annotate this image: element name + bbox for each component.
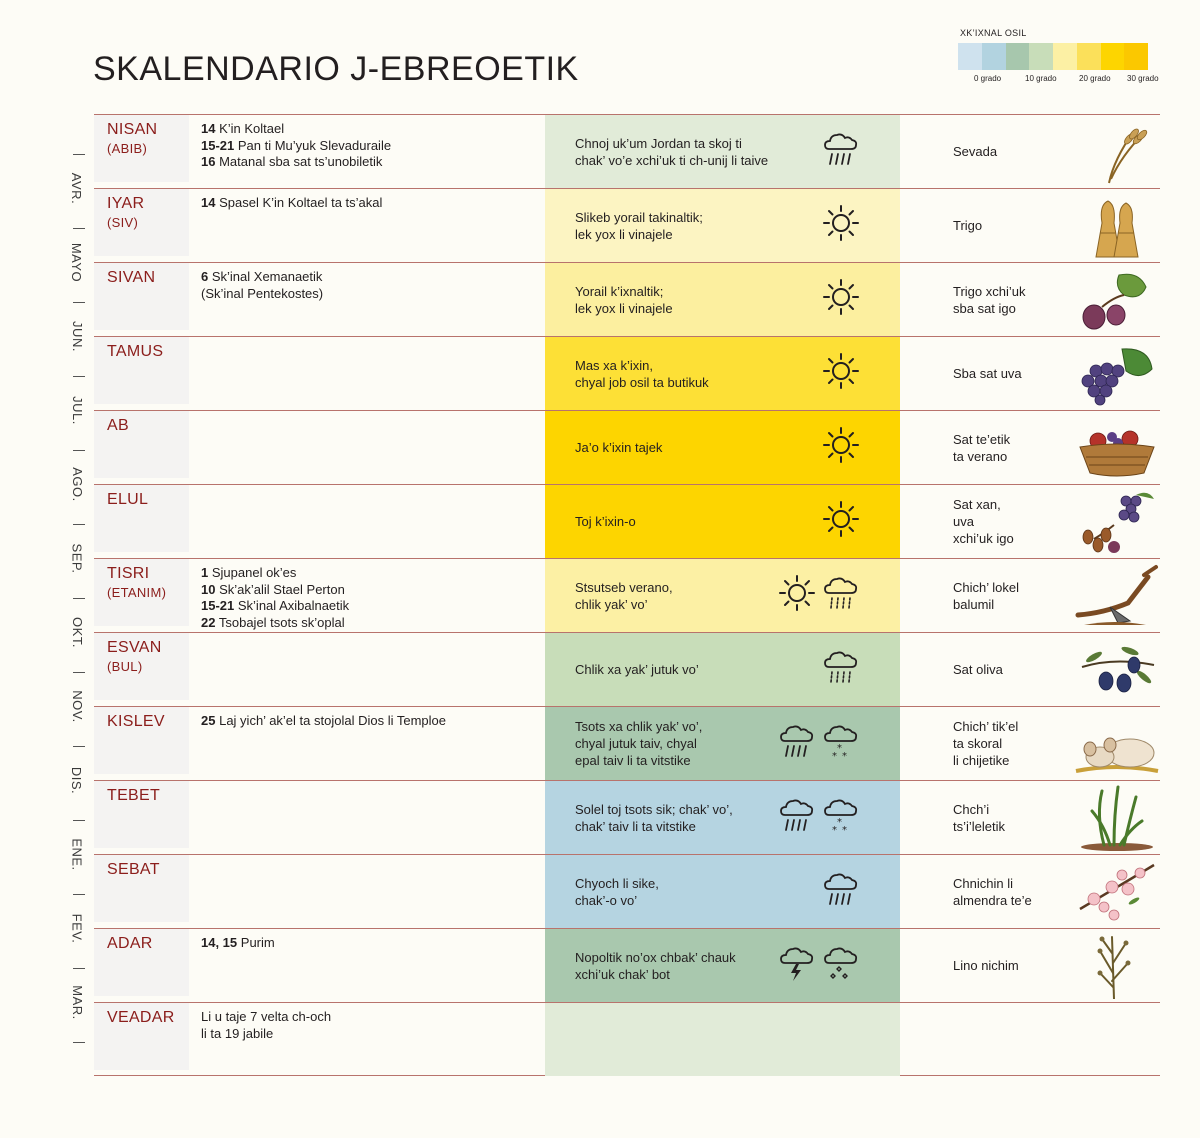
crop-description	[953, 1003, 1083, 1076]
festival-item	[201, 121, 541, 138]
festival-list	[201, 195, 541, 212]
festival-name: Purim	[240, 935, 275, 950]
legend-swatch	[1124, 43, 1148, 70]
month-divider-tick	[73, 450, 85, 451]
calendar-row	[94, 114, 1160, 188]
month-divider-tick	[73, 1042, 85, 1043]
calendar-row	[94, 854, 1160, 928]
crop-description: Trigo	[953, 218, 983, 233]
festival-name: Sjupanel ok’es	[211, 565, 297, 580]
gregorian-month-label	[62, 225, 92, 299]
gregorian-month-text: AGO.	[69, 466, 85, 502]
hebrew-month-cell	[94, 1003, 189, 1070]
crop-description: Trigo xchi’uk sba sat igo	[953, 283, 1026, 316]
hebrew-month-cell	[94, 411, 189, 478]
festival-name: Laj yich’ ak’el ta stojolal Dios li Temploe	[219, 713, 446, 728]
weather-icons	[822, 189, 860, 262]
rain-cloud-icon	[822, 129, 860, 174]
sun-icon	[822, 204, 860, 247]
month-divider-tick	[73, 302, 85, 303]
svg-text:*: *	[837, 743, 842, 754]
legend-swatch	[1053, 43, 1077, 70]
festival-name: Sk’inal Axibalnaetik	[237, 598, 350, 613]
page-title: SKALENDARIO J-EBREOETIK	[93, 50, 579, 88]
drizzle-cloud-icon	[822, 573, 860, 618]
storm-cloud-icon	[778, 943, 816, 988]
snow-cloud-icon	[822, 721, 860, 766]
gregorian-month-text: SEP.	[69, 543, 85, 573]
hebrew-month-cell	[94, 633, 189, 700]
sun-icon	[778, 574, 816, 617]
legend-title: XK’IXNAL OSIL	[960, 28, 1027, 38]
gregorian-month-text: MAR.	[69, 984, 85, 1020]
gregorian-month-text: ENE.	[69, 837, 85, 871]
gregorian-month-text: MAYO	[69, 242, 85, 282]
month-divider-tick	[73, 598, 85, 599]
hebrew-month-alt-name: (ABIB)	[107, 141, 148, 156]
festival-date: 15-21	[201, 598, 235, 613]
legend-swatch	[982, 43, 1006, 70]
weather-icons	[822, 485, 860, 558]
festival-date: 10	[201, 581, 216, 597]
weather-description: Tsots xa chlik yak’ vo’, chyal jutuk taiv, chyal epal taiv li ta vitstike	[575, 719, 703, 768]
festival-list	[201, 121, 541, 171]
festival-name: K’in Koltael	[219, 121, 285, 136]
hebrew-month-name: ELUL	[107, 491, 149, 508]
rain-cloud-icon	[822, 869, 860, 914]
festival-date: 25	[201, 713, 216, 728]
hebrew-month-cell	[94, 485, 189, 552]
crop-description: Lino nichim	[953, 958, 1019, 973]
festival-list	[201, 713, 541, 730]
hebrew-month-name: ADAR	[107, 935, 153, 952]
festival-name: Sk’inal Xemanaetik	[211, 269, 323, 284]
weather-cell	[545, 263, 900, 336]
crop-description: Chich’ tik’el ta skoral li chijetike	[953, 719, 1019, 768]
rain-cloud-icon	[778, 795, 816, 840]
calendar-row	[94, 706, 1160, 780]
month-divider-tick	[73, 672, 85, 673]
weather-cell	[545, 929, 900, 1002]
gregorian-month-label	[62, 669, 92, 743]
weather-description: Toj k’ixin-o	[575, 514, 636, 529]
legend-label: 20 grado	[1079, 74, 1111, 83]
festival-list	[201, 1009, 541, 1042]
hebrew-month-cell	[94, 929, 189, 996]
calendar-row	[94, 484, 1160, 558]
legend-color-bar	[958, 43, 1148, 70]
hebrew-month-cell	[94, 115, 189, 182]
snow-cloud-icon	[822, 795, 860, 840]
barley-icon	[1074, 119, 1160, 185]
festival-item	[201, 598, 541, 615]
festival-name: Sk’ak’alil Stael Perton	[219, 581, 345, 597]
calendar-row	[94, 928, 1160, 1002]
calendar-row	[94, 780, 1160, 854]
gregorian-month-label	[62, 447, 92, 521]
gregorian-month-label	[62, 521, 92, 595]
festival-name: Pan ti Mu’yuk Slevaduraile	[237, 137, 392, 153]
month-divider-tick	[73, 228, 85, 229]
hebrew-month-cell	[94, 707, 189, 774]
crop-description: Sat oliva	[953, 662, 1003, 677]
weather-cell	[545, 781, 900, 854]
hebrew-month-name: KISLEV	[107, 713, 165, 730]
gregorian-month-column	[62, 114, 92, 1080]
gregorian-month-label	[62, 891, 92, 965]
sun-icon	[822, 352, 860, 395]
calendar-row	[94, 1002, 1160, 1076]
weather-description: Nopoltik no’ox chbak’ chauk xchi’uk chak’ bot	[575, 949, 736, 982]
hebrew-month-name: TEBET	[107, 787, 161, 804]
gregorian-month-text: AVR.	[69, 172, 85, 204]
festival-item	[201, 154, 541, 171]
hebrew-month-name: NISAN	[107, 121, 158, 138]
festival-item	[201, 615, 541, 632]
gregorian-month-text: JUL.	[69, 395, 85, 425]
gregorian-month-label	[62, 595, 92, 669]
crop-description: Sat te’etik ta verano	[953, 431, 1011, 464]
calendar-row	[94, 336, 1160, 410]
festival-date: 14	[201, 121, 216, 136]
gregorian-month-text: OKT.	[69, 616, 85, 648]
weather-icons	[778, 929, 860, 1002]
festival-name: Tsobajel tsots sk’oplal	[218, 614, 345, 630]
hail-cloud-icon	[822, 943, 860, 988]
hebrew-month-name: SEBAT	[107, 861, 160, 878]
weather-cell	[545, 485, 900, 558]
weather-cell	[545, 337, 900, 410]
hebrew-month-name: ESVAN	[107, 639, 162, 656]
weather-description: Yorail k’ixnaltik; lek yox li vinajele	[575, 283, 673, 316]
festival-list	[201, 269, 541, 302]
hebrew-month-alt-name: (BUL)	[107, 659, 143, 674]
gregorian-month-label	[62, 817, 92, 891]
hebrew-month-cell	[94, 263, 189, 330]
festival-date: 14, 15	[201, 935, 238, 950]
sheep-icon	[1074, 711, 1160, 777]
crop-description: Chch’i ts’i’leletik	[953, 801, 1006, 834]
fig-icon	[1074, 267, 1160, 333]
legend-label: 0 grado	[974, 74, 1002, 83]
weather-description	[575, 1003, 795, 1076]
festival-name: (Sk’inal Pentekostes)	[201, 285, 324, 301]
festival-date: 6	[201, 269, 209, 284]
festival-date: 16	[201, 154, 216, 169]
svg-text:*: *	[837, 817, 842, 828]
weather-cell	[545, 855, 900, 928]
weather-description: Mas xa k’ixin, chyal job osil ta butikuk	[575, 357, 709, 390]
wheat-sheaf-icon	[1074, 193, 1160, 259]
fruit-basket-icon	[1074, 415, 1160, 481]
rain-cloud-icon	[778, 721, 816, 766]
month-divider-tick	[73, 820, 85, 821]
festival-item	[201, 565, 541, 582]
weather-cell	[545, 1003, 900, 1076]
crop-description: Sba sat uva	[953, 366, 1022, 381]
hebrew-month-cell	[94, 189, 189, 256]
festival-name: Spasel K’in Koltael ta ts’akal	[219, 195, 383, 210]
sprouts-icon	[1074, 785, 1160, 851]
gregorian-month-text: JUN.	[69, 320, 85, 352]
weather-description: Slikeb yorail takinaltik; lek yox li vinajele	[575, 209, 703, 242]
weather-cell	[545, 115, 900, 188]
weather-description: Chnoj uk’um Jordan ta skoj ti chak’ vo’e xchi’uk ti ch-unij li taive	[575, 135, 769, 168]
calendar-table	[94, 114, 1160, 1076]
festival-list	[201, 565, 541, 631]
weather-icons	[822, 263, 860, 336]
gregorian-month-label	[62, 299, 92, 373]
gregorian-month-text: NOV.	[69, 689, 85, 723]
hebrew-month-name: SIVAN	[107, 269, 156, 286]
month-divider-tick	[73, 968, 85, 969]
month-divider-tick	[73, 376, 85, 377]
svg-text:*: *	[832, 825, 837, 835]
weather-icons	[778, 781, 860, 854]
gregorian-month-text: DIS.	[69, 766, 85, 794]
plow-icon	[1074, 563, 1160, 629]
weather-icons	[822, 855, 860, 928]
svg-text:*: *	[832, 751, 837, 761]
festival-name: Li u taje 7 velta ch-och	[201, 1009, 332, 1024]
weather-cell	[545, 411, 900, 484]
weather-description: Chyoch li sike, chak’-o vo’	[575, 875, 659, 908]
weather-cell	[545, 559, 900, 632]
legend-swatch	[1029, 43, 1053, 70]
weather-icons	[822, 115, 860, 188]
month-divider-tick	[73, 894, 85, 895]
crop-description: Chnichin li almendra te’e	[953, 875, 1032, 908]
svg-text:*: *	[842, 825, 847, 835]
festival-date: 14	[201, 195, 216, 210]
hebrew-month-name: TISRI	[107, 565, 150, 582]
weather-icons	[822, 633, 860, 706]
temperature-legend	[958, 28, 1168, 88]
gregorian-month-label	[62, 373, 92, 447]
hebrew-month-cell	[94, 855, 189, 922]
legend-labels	[958, 74, 1168, 88]
hebrew-month-name: VEADAR	[107, 1009, 175, 1026]
festival-date: 1	[201, 565, 209, 580]
gregorian-month-label	[62, 151, 92, 225]
festival-item	[201, 1026, 541, 1043]
legend-swatch	[1077, 43, 1101, 70]
olives-icon	[1074, 637, 1160, 703]
hebrew-month-cell	[94, 781, 189, 848]
hebrew-month-name: TAMUS	[107, 343, 164, 360]
festival-item	[201, 935, 541, 952]
hebrew-month-cell	[94, 559, 189, 626]
festival-item	[201, 138, 541, 155]
festival-item	[201, 269, 541, 286]
calendar-row	[94, 410, 1160, 484]
hebrew-month-name: IYAR	[107, 195, 145, 212]
weather-description: Chlik xa yak’ jutuk vo’	[575, 662, 699, 677]
dates-grapes-icon	[1074, 489, 1160, 555]
gregorian-month-label	[62, 965, 92, 1039]
flax-icon	[1074, 933, 1160, 999]
weather-cell	[545, 189, 900, 262]
hebrew-month-name: AB	[107, 417, 129, 434]
gregorian-month-label	[62, 743, 92, 817]
hebrew-month-alt-name: (ETANIM)	[107, 585, 167, 600]
weather-cell	[545, 633, 900, 706]
sun-icon	[822, 278, 860, 321]
festival-item	[201, 195, 541, 212]
sun-icon	[822, 426, 860, 469]
legend-swatch	[1006, 43, 1030, 70]
festival-date: 15-21	[201, 137, 235, 153]
legend-swatch	[958, 43, 982, 70]
festival-list	[201, 935, 541, 952]
legend-swatch	[1101, 43, 1125, 70]
weather-description: Solel toj tsots sik; chak’ vo’, chak’ taiv li ta vitstike	[575, 801, 733, 834]
hebrew-month-cell	[94, 337, 189, 404]
festival-item	[201, 582, 541, 599]
calendar-row	[94, 632, 1160, 706]
weather-cell	[545, 707, 900, 780]
weather-icons	[822, 337, 860, 410]
calendar-row	[94, 558, 1160, 632]
gregorian-month-text: FEV.	[69, 913, 85, 943]
crop-description: Sevada	[953, 144, 998, 159]
festival-item	[201, 713, 541, 730]
legend-label: 10 grado	[1025, 74, 1057, 83]
weather-icons	[822, 411, 860, 484]
month-divider-tick	[73, 154, 85, 155]
calendar-row	[94, 188, 1160, 262]
weather-description: Stsutseb verano, chlik yak’ vo’	[575, 579, 673, 612]
festival-item	[201, 286, 541, 303]
legend-label: 30 grado	[1127, 74, 1159, 83]
calendar-row	[94, 262, 1160, 336]
almond-blossom-icon	[1074, 859, 1160, 925]
festival-name: li ta 19 jabile	[201, 1025, 274, 1041]
weather-icons	[778, 707, 860, 780]
festival-item	[201, 1009, 541, 1026]
festival-name: Matanal sba sat ts’unobiletik	[219, 154, 383, 169]
month-divider-tick	[73, 746, 85, 747]
hebrew-month-alt-name: (SIV)	[107, 215, 139, 230]
drizzle-cloud-icon	[822, 647, 860, 692]
weather-description: Ja’o k’ixin tajek	[575, 440, 663, 455]
sun-icon	[822, 500, 860, 543]
month-divider-tick	[73, 524, 85, 525]
crop-description: Sat xan, uva xchi’uk igo	[953, 497, 1014, 546]
festival-date: 22	[201, 614, 216, 630]
crop-description: Chich’ lokel balumil	[953, 579, 1019, 612]
grapes-icon	[1074, 341, 1160, 407]
svg-text:*: *	[842, 751, 847, 761]
weather-icons	[778, 559, 860, 632]
